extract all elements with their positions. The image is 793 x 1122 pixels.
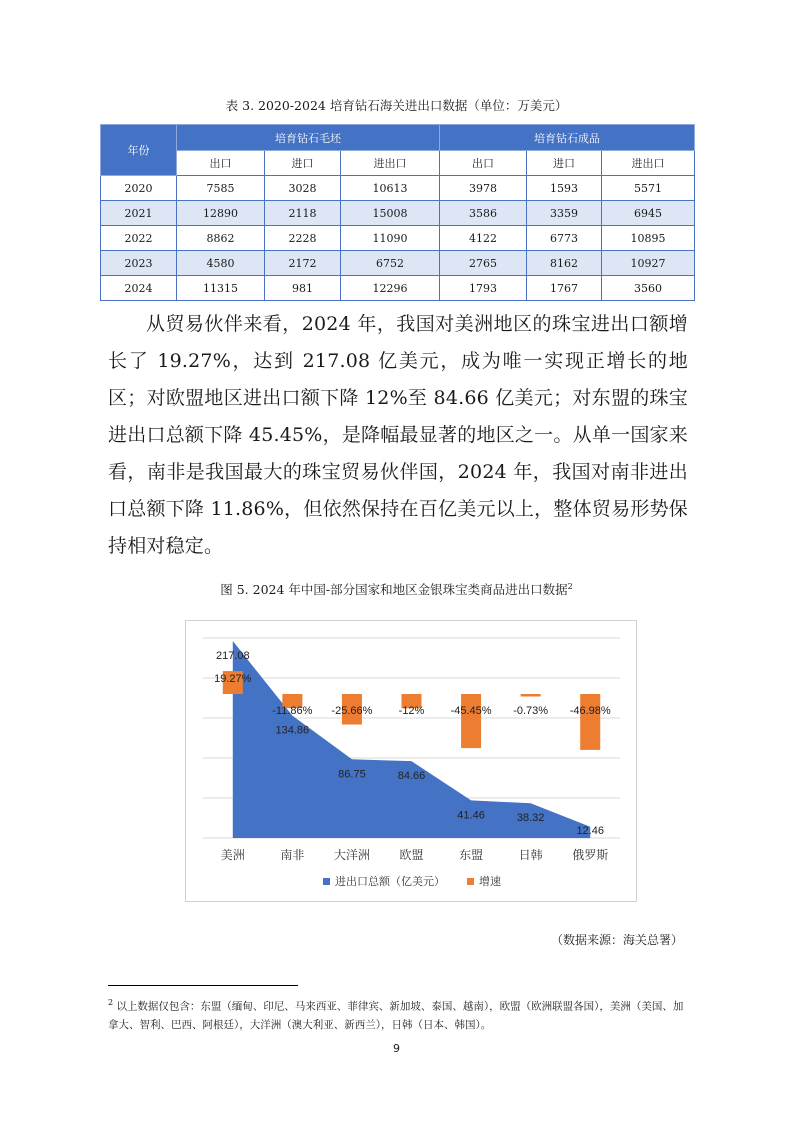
growth-bar xyxy=(461,694,481,748)
growth-label: -46.98% xyxy=(569,705,611,717)
table-cell: 2765 xyxy=(440,251,527,276)
table-cell: 12890 xyxy=(177,201,265,226)
amount-label: 12.46 xyxy=(576,825,604,837)
table-cell: 2024 xyxy=(101,276,177,301)
legend-label-growth: 增速 xyxy=(479,875,501,888)
table-cell: 981 xyxy=(265,276,341,301)
chart xyxy=(186,621,636,901)
footnote-mark: 2 xyxy=(108,998,114,1007)
sub-header: 进出口 xyxy=(341,151,440,176)
amount-label: 41.46 xyxy=(457,809,485,822)
table-caption: 表 3. 2020-2024 培育钻石海关进出口数据（单位：万美元） xyxy=(225,98,568,113)
figure-caption xyxy=(0,580,793,598)
table-cell: 12296 xyxy=(341,276,440,301)
legend-swatch-amount xyxy=(323,878,330,885)
table-cell: 15008 xyxy=(341,201,440,226)
table-cell: 2023 xyxy=(101,251,177,276)
table-cell: 3978 xyxy=(440,176,527,201)
table-cell: 11315 xyxy=(177,276,265,301)
table-row xyxy=(101,201,695,226)
figure-caption-text: 图 5. 2024 年中国-部分国家和地区金银珠宝类商品进出口数据 xyxy=(220,582,568,597)
table-cell: 10927 xyxy=(602,251,695,276)
category-label: 南非 xyxy=(280,848,305,862)
growth-label: -11.86% xyxy=(272,705,313,717)
sub-header: 出口 xyxy=(177,151,265,176)
growth-bar xyxy=(521,694,541,697)
amount-label: 84.66 xyxy=(397,770,426,783)
footnote-divider xyxy=(108,985,298,986)
table-cell: 3560 xyxy=(602,276,695,301)
finished-diamond-header: 培育钻石成品 xyxy=(440,125,695,151)
table-cell: 10895 xyxy=(602,226,695,251)
growth-bar xyxy=(580,694,600,750)
growth-label: -12% xyxy=(398,705,425,717)
table-row xyxy=(101,226,695,251)
sub-header: 进出口 xyxy=(602,151,695,176)
chart-container xyxy=(185,620,637,902)
growth-label: -25.66% xyxy=(331,705,373,717)
paragraph-text: 从贸易伙伴来看，2024 年，我国对美洲地区的珠宝进出口额增长了 19.27%，达到 217.08 亿美元，成为唯一实现正增长的地区；对欧盟地区进出口额下降 12%至 84.66 亿美元；对东盟的珠宝进出口总额下降 45.45%，是降幅最显著的地区之一。从单一国家来看，南非是我国最大的珠宝贸易伙伴国，2024 年，我国对南非进出口总额下降 11.86%，但依然保持在百亿美元以上，整体贸易形势保持相对稳定。 xyxy=(108,313,688,557)
table-cell: 2020 xyxy=(101,176,177,201)
table-cell: 2022 xyxy=(101,226,177,251)
table-cell: 8862 xyxy=(177,226,265,251)
category-label: 大洋洲 xyxy=(333,848,370,862)
table-cell: 2021 xyxy=(101,201,177,226)
table-cell: 8162 xyxy=(527,251,602,276)
body-paragraph xyxy=(108,306,688,565)
table-cell: 3028 xyxy=(265,176,341,201)
table-cell: 2118 xyxy=(265,201,341,226)
rough-diamond-header: 培育钻石毛坯 xyxy=(177,125,440,151)
table-cell: 7585 xyxy=(177,176,265,201)
table-row xyxy=(101,176,695,201)
growth-label: 19.27% xyxy=(214,673,252,685)
table-row xyxy=(101,276,695,301)
legend-label-amount: 进出口总额（亿美元） xyxy=(335,875,445,888)
table-cell: 1593 xyxy=(527,176,602,201)
sub-header-row xyxy=(101,151,695,176)
data-source: （数据来源：海关总署） xyxy=(550,933,683,947)
legend-swatch-growth xyxy=(467,878,474,885)
table-cell: 4580 xyxy=(177,251,265,276)
sub-header: 进口 xyxy=(265,151,341,176)
amount-area-series xyxy=(233,641,590,838)
table-row xyxy=(101,251,695,276)
category-label: 美洲 xyxy=(220,848,245,862)
sub-header: 进口 xyxy=(527,151,602,176)
year-header: 年份 xyxy=(101,125,177,176)
category-label: 日韩 xyxy=(518,848,543,862)
table-cell: 6752 xyxy=(341,251,440,276)
category-label: 俄罗斯 xyxy=(572,848,609,862)
table-cell: 1767 xyxy=(527,276,602,301)
amount-label: 217.08 xyxy=(215,650,250,662)
growth-label: -45.45% xyxy=(450,705,492,717)
footnote-text: 以上数据仅包含：东盟（缅甸、印尼、马来西亚、菲律宾、新加坡、泰国、越南），欧盟（欧洲联盟各国），美洲（美国、加拿大、智利、巴西、阿根廷），大洋洲（澳大利亚、新西兰），日韩（日本、韩国）。 xyxy=(108,1000,684,1031)
table-cell: 3586 xyxy=(440,201,527,226)
table-cell: 2228 xyxy=(265,226,341,251)
amount-label: 86.75 xyxy=(338,768,366,781)
category-label: 东盟 xyxy=(459,848,484,862)
table-cell: 5571 xyxy=(602,176,695,201)
footnote xyxy=(108,994,688,1034)
page-number: 9 xyxy=(393,1042,400,1055)
table-cell: 6945 xyxy=(602,201,695,226)
table-cell: 3359 xyxy=(527,201,602,226)
category-label: 欧盟 xyxy=(399,848,424,862)
footnote-ref: 2 xyxy=(567,581,573,591)
sub-header: 出口 xyxy=(440,151,527,176)
amount-label: 38.32 xyxy=(516,812,545,825)
diamond-trade-table xyxy=(100,124,695,301)
table-cell: 1793 xyxy=(440,276,527,301)
table-cell: 11090 xyxy=(341,226,440,251)
growth-label: -0.73% xyxy=(513,705,549,717)
table-cell: 2172 xyxy=(265,251,341,276)
table-cell: 4122 xyxy=(440,226,527,251)
table-cell: 10613 xyxy=(341,176,440,201)
table-cell: 6773 xyxy=(527,226,602,251)
amount-label: 134.86 xyxy=(275,724,310,737)
